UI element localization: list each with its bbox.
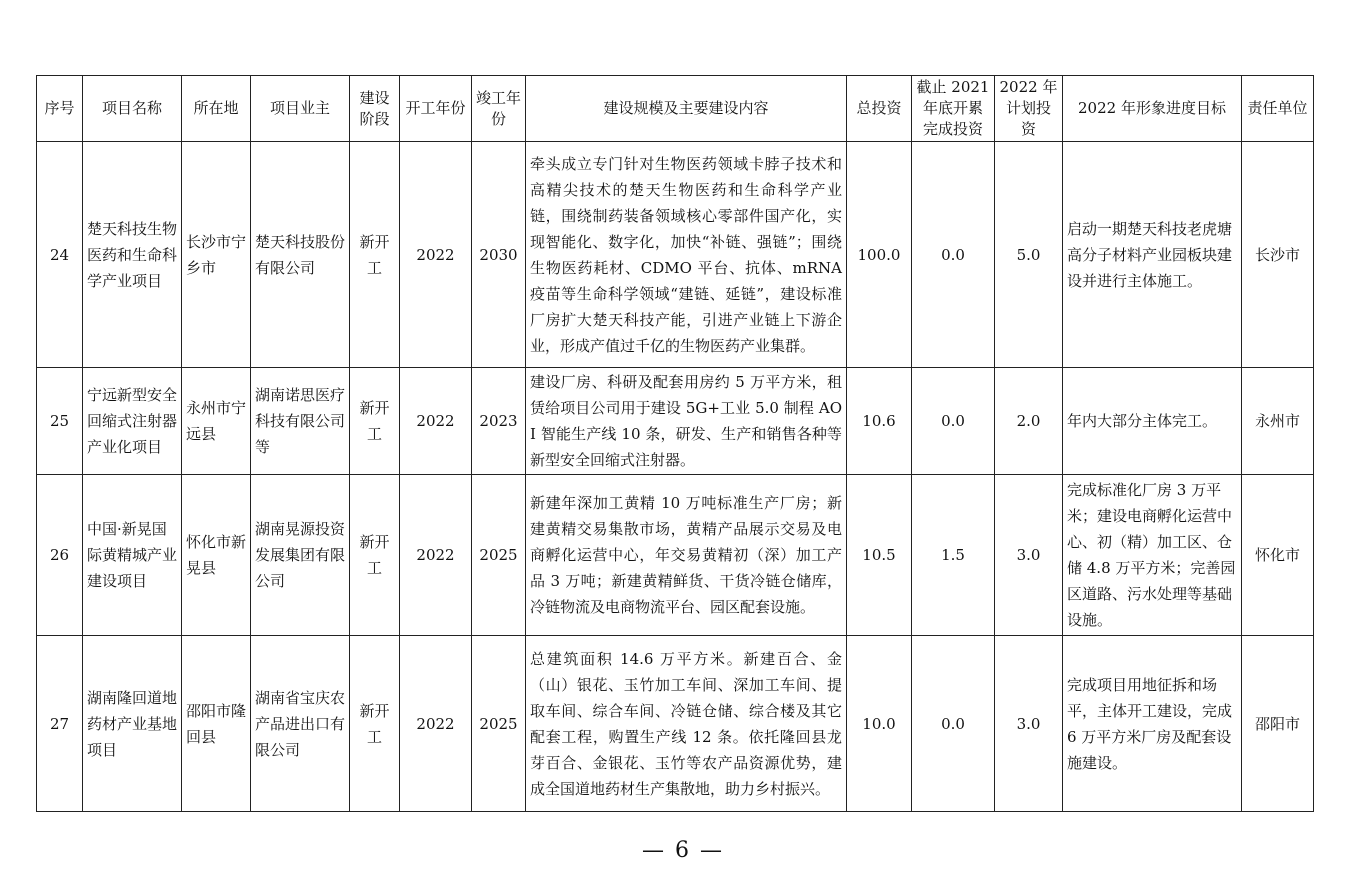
end-year: 2030 <box>472 142 526 368</box>
project-name: 宁远新型安全回缩式注射器产业化项目 <box>83 368 182 475</box>
completed-investment: 1.5 <box>912 475 995 636</box>
header-cell: 建设阶段 <box>350 76 400 142</box>
end-year: 2025 <box>472 475 526 636</box>
planned-investment: 5.0 <box>995 142 1063 368</box>
table-row <box>37 475 1314 636</box>
progress-target: 年内大部分主体完工。 <box>1063 368 1242 475</box>
project-location: 永州市宁远县 <box>182 368 251 475</box>
header-cell: 2022 年形象进度目标 <box>1063 76 1242 142</box>
total-investment: 100.0 <box>847 142 912 368</box>
total-investment: 10.6 <box>847 368 912 475</box>
project-owner: 湖南诺思医疗科技有限公司等 <box>251 368 350 475</box>
header-cell: 截止 2021 年底开累完成投资 <box>912 76 995 142</box>
responsible-unit: 邵阳市 <box>1242 636 1314 812</box>
project-location: 怀化市新晃县 <box>182 475 251 636</box>
planned-investment: 2.0 <box>995 368 1063 475</box>
page-number: — 6 — <box>642 838 724 863</box>
row-number: 24 <box>37 142 83 368</box>
header-row <box>37 76 1314 142</box>
construction-content: 牵头成立专门针对生物医药领域卡脖子技术和高精尖技术的楚天生物医药和生命科学产业链，围绕制药装备领域核心零部件国产化，实现智能化、数字化，加快“补链、强链”；围绕生物医药耗材、CDMO 平台、抗体、mRNA 疫苗等生命科学领域“建链、延链”，建设标准厂房扩大楚天科技产能，引进产业链上下游企业，形成产值过千亿的生物医药产业集群。 <box>526 142 847 368</box>
construction-content: 建设厂房、科研及配套用房约 5 万平方米，租赁给项目公司用于建设 5G+工业 5.0 制程 AOI 智能生产线 10 条，研发、生产和销售各种等新型安全回缩式注射器。 <box>526 368 847 475</box>
construction-stage: 新开工 <box>350 142 400 368</box>
completed-investment: 0.0 <box>912 142 995 368</box>
project-name: 中国·新晃国际黄精城产业建设项目 <box>83 475 182 636</box>
project-owner: 楚天科技股份有限公司 <box>251 142 350 368</box>
progress-target: 完成项目用地征拆和场平，主体开工建设，完成 6 万平方米厂房及配套设施建设。 <box>1063 636 1242 812</box>
project-location: 长沙市宁乡市 <box>182 142 251 368</box>
header-cell: 总投资 <box>847 76 912 142</box>
project-location: 邵阳市隆回县 <box>182 636 251 812</box>
construction-content: 新建年深加工黄精 10 万吨标准生产厂房；新建黄精交易集散市场，黄精产品展示交易及电商孵化运营中心，年交易黄精初（深）加工产品 3 万吨；新建黄精鲜货、干货冷链仓储库，冷链物流及电商物流平台、园区配套设施。 <box>526 475 847 636</box>
row-number: 26 <box>37 475 83 636</box>
start-year: 2022 <box>400 475 472 636</box>
responsible-unit: 永州市 <box>1242 368 1314 475</box>
responsible-unit: 怀化市 <box>1242 475 1314 636</box>
header-cell: 开工年份 <box>400 76 472 142</box>
progress-target: 完成标准化厂房 3 万平米；建设电商孵化运营中心、初（精）加工区、仓储 4.8 万平方米；完善园区道路、污水处理等基础设施。 <box>1063 475 1242 636</box>
header-cell: 竣工年份 <box>472 76 526 142</box>
start-year: 2022 <box>400 368 472 475</box>
end-year: 2025 <box>472 636 526 812</box>
construction-stage: 新开工 <box>350 636 400 812</box>
header-cell: 2022 年计划投资 <box>995 76 1063 142</box>
progress-target: 启动一期楚天科技老虎塘高分子材料产业园板块建设并进行主体施工。 <box>1063 142 1242 368</box>
header-cell: 项目业主 <box>251 76 350 142</box>
table-row <box>37 636 1314 812</box>
project-owner: 湖南省宝庆农产品进出口有限公司 <box>251 636 350 812</box>
project-name: 湖南隆回道地药材产业基地项目 <box>83 636 182 812</box>
row-number: 27 <box>37 636 83 812</box>
construction-stage: 新开工 <box>350 368 400 475</box>
completed-investment: 0.0 <box>912 368 995 475</box>
table-row <box>37 368 1314 475</box>
end-year: 2023 <box>472 368 526 475</box>
table-row <box>37 142 1314 368</box>
project-table <box>36 75 1314 812</box>
header-cell: 建设规模及主要建设内容 <box>526 76 847 142</box>
project-owner: 湖南晃源投资发展集团有限公司 <box>251 475 350 636</box>
construction-stage: 新开工 <box>350 475 400 636</box>
header-cell: 责任单位 <box>1242 76 1314 142</box>
header-cell: 序号 <box>37 76 83 142</box>
project-name: 楚天科技生物医药和生命科学产业项目 <box>83 142 182 368</box>
total-investment: 10.5 <box>847 475 912 636</box>
planned-investment: 3.0 <box>995 475 1063 636</box>
construction-content: 总建筑面积 14.6 万平方米。新建百合、金（山）银花、玉竹加工车间、深加工车间、提取车间、综合车间、冷链仓储、综合楼及其它配套工程，购置生产线 12 条。依托隆回县龙芽百合、金银花、玉竹等农产品资源优势，建成全国道地药材生产集散地，助力乡村振兴。 <box>526 636 847 812</box>
total-investment: 10.0 <box>847 636 912 812</box>
start-year: 2022 <box>400 636 472 812</box>
row-number: 25 <box>37 368 83 475</box>
start-year: 2022 <box>400 142 472 368</box>
header-cell: 项目名称 <box>83 76 182 142</box>
planned-investment: 3.0 <box>995 636 1063 812</box>
header-cell: 所在地 <box>182 76 251 142</box>
responsible-unit: 长沙市 <box>1242 142 1314 368</box>
completed-investment: 0.0 <box>912 636 995 812</box>
